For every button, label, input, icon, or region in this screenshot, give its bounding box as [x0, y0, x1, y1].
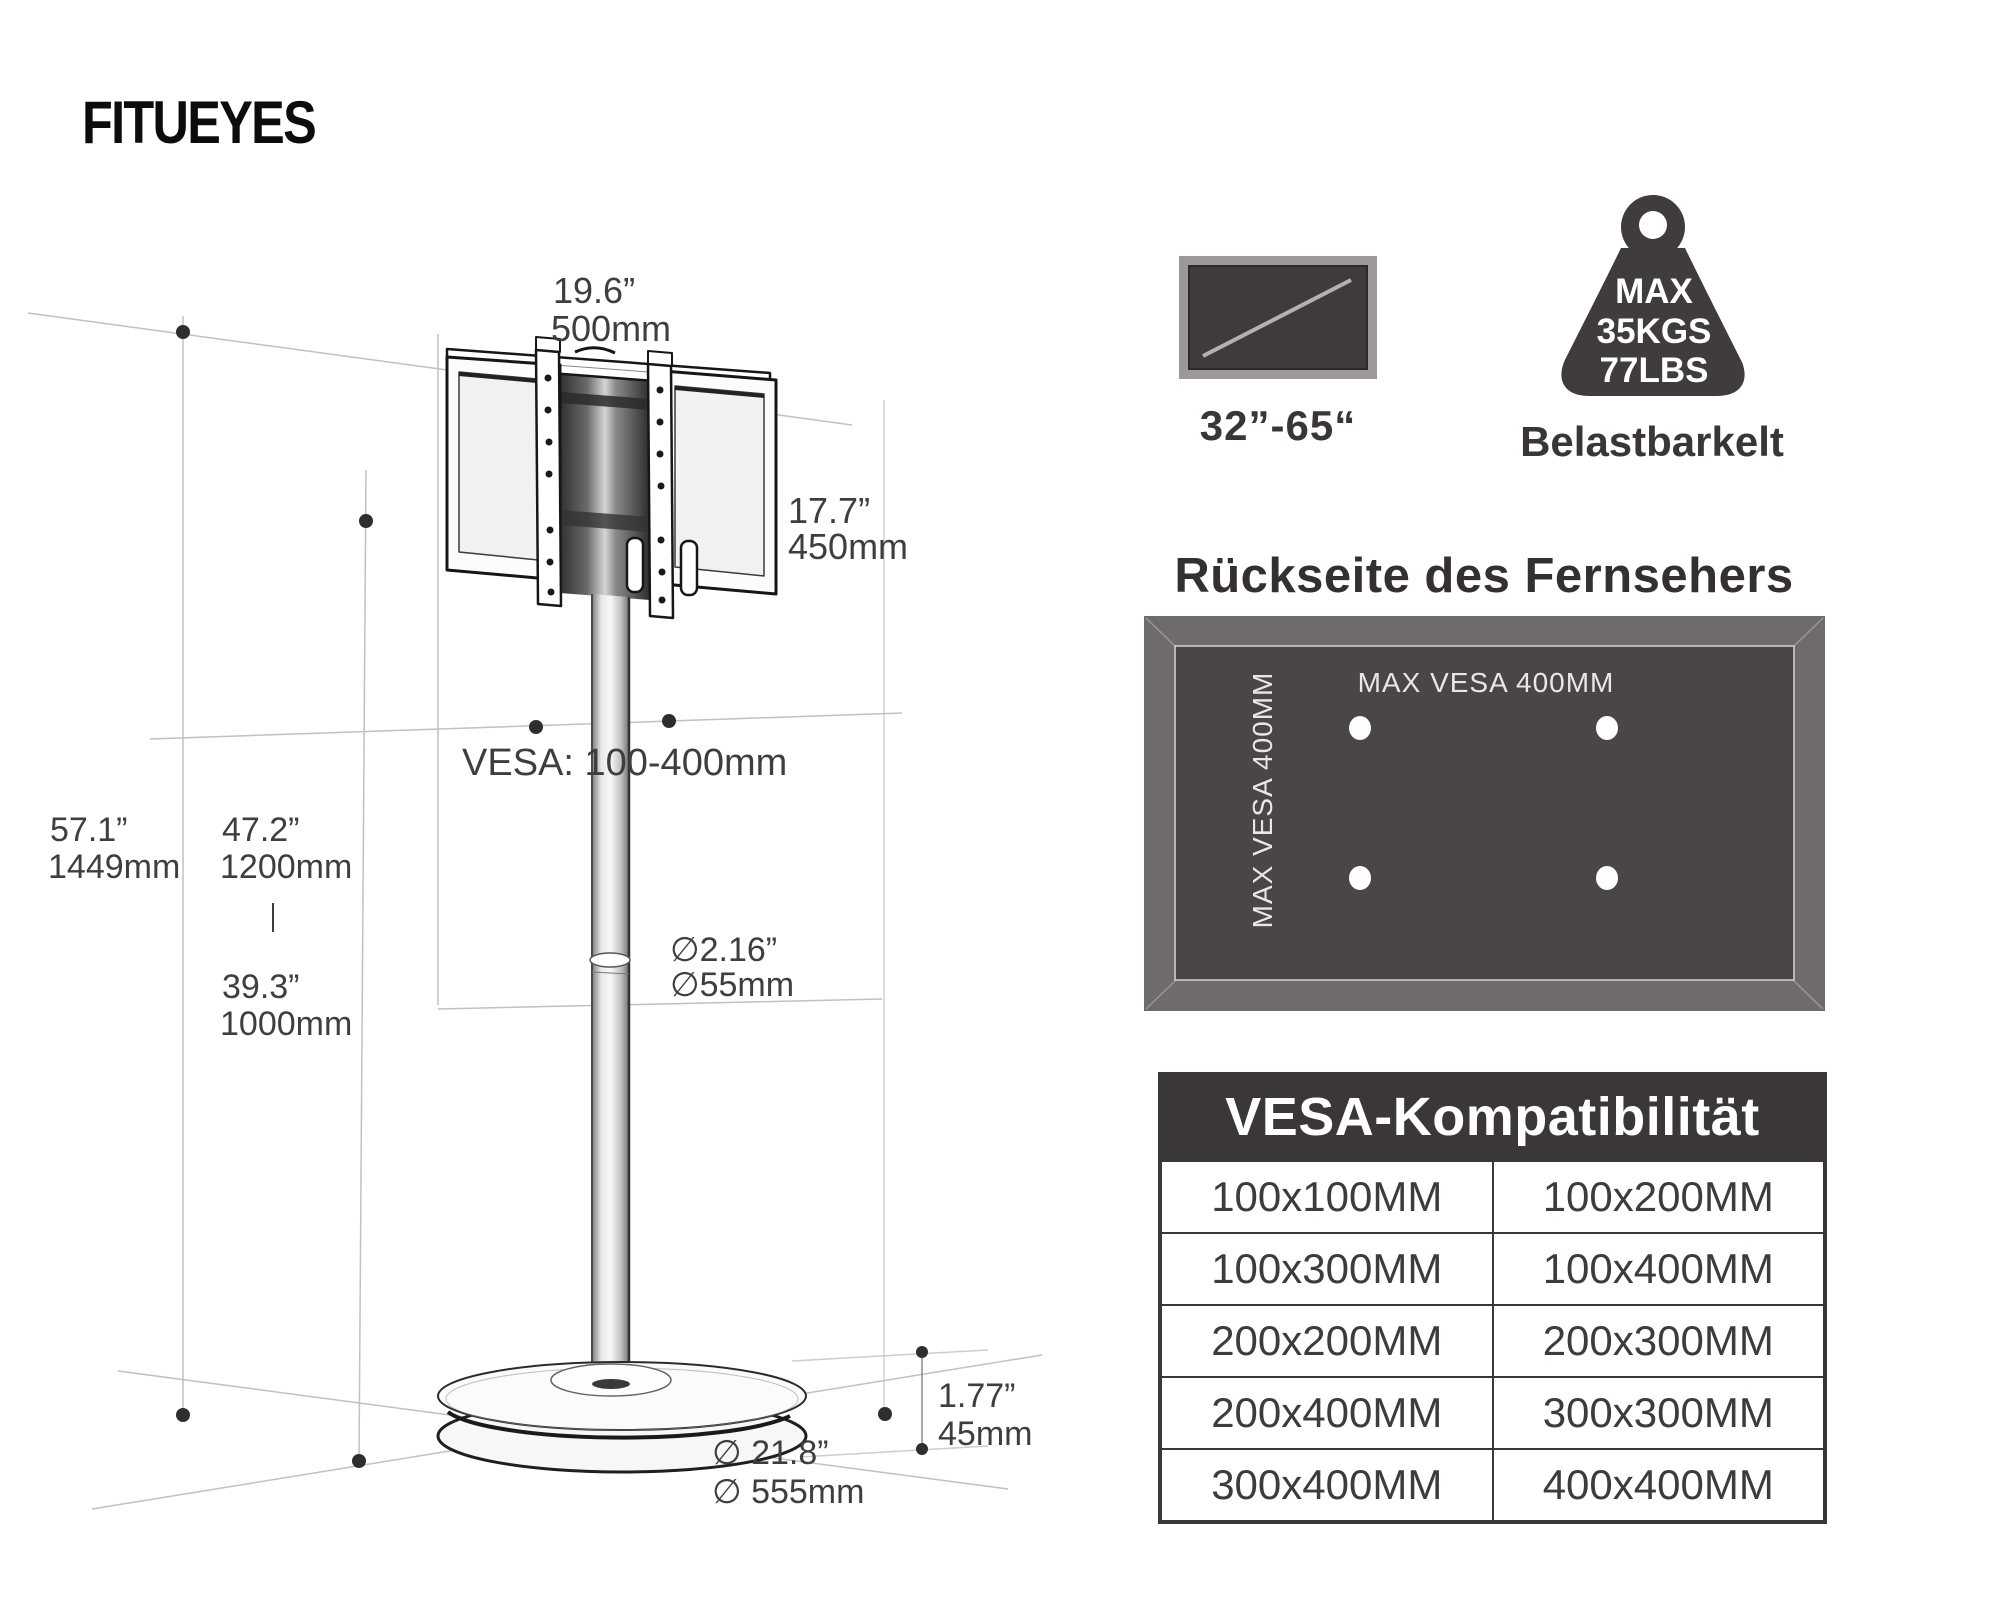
vesa-cell: 200x300MM: [1493, 1305, 1825, 1377]
table-row: [1161, 1449, 1824, 1521]
stand-pole-sketch: [590, 594, 630, 1386]
weight-capacity-label: Belastbarkelt: [1520, 418, 1784, 465]
tv-back-panel-graphic: [1144, 616, 1825, 1011]
label-base-thickness-in: 1.77”: [938, 1377, 1016, 1415]
label-min-in: 39.3”: [222, 968, 300, 1006]
vesa-table-title: VESA-Kompatibilität: [1160, 1074, 1825, 1160]
vesa-cell: 100x400MM: [1493, 1233, 1825, 1305]
vesa-cell: 100x300MM: [1161, 1233, 1493, 1305]
label-base-thickness-mm: 45mm: [938, 1415, 1033, 1453]
label-total-mm: 1449mm: [48, 848, 181, 886]
label-pole-diameter-mm: ∅55mm: [670, 966, 795, 1004]
back-panel-heading: Rückseite des Fernsehers: [1174, 549, 1794, 603]
vesa-cell: 200x400MM: [1161, 1377, 1493, 1449]
vesa-cell: 100x200MM: [1493, 1161, 1825, 1233]
label-total-in: 57.1”: [50, 811, 128, 849]
label-pole-diameter-in: ∅2.16”: [670, 931, 778, 969]
vesa-cell: 100x100MM: [1161, 1161, 1493, 1233]
tv-screen-size-icon: [1179, 256, 1377, 379]
label-height-in: 17.7”: [788, 490, 871, 531]
weight-kgs-text: 35KGS: [1596, 312, 1712, 351]
vesa-compatibility-table: [1158, 1072, 1827, 1524]
label-width-mm: 500mm: [551, 308, 672, 349]
table-row: [1161, 1305, 1824, 1377]
vesa-cell: 300x400MM: [1161, 1449, 1493, 1521]
label-base-diameter-mm: ∅ 555mm: [712, 1473, 865, 1511]
label-vesa-range: VESA: 100-400mm: [462, 742, 788, 784]
table-row: [1161, 1233, 1824, 1305]
label-max-in: 47.2”: [222, 811, 300, 849]
max-vesa-top-label: MAX VESA 400MM: [1357, 667, 1615, 698]
table-row: [1161, 1377, 1824, 1449]
label-max-mm: 1200mm: [220, 848, 353, 886]
max-vesa-side-label: MAX VESA 400MM: [1247, 671, 1278, 929]
weight-lbs-text: 77LBS: [1599, 351, 1709, 390]
brand-logo-part1: FITU: [82, 89, 188, 156]
vesa-table-body: [1160, 1160, 1825, 1522]
weight-max-text: MAX: [1615, 272, 1693, 311]
label-base-diameter-in: ∅ 21.8”: [712, 1434, 829, 1472]
label-min-mm: 1000mm: [220, 1005, 353, 1043]
tv-mount-bracket-sketch: [447, 337, 776, 618]
label-width-in: 19.6”: [553, 270, 636, 311]
table-row: [1161, 1161, 1824, 1233]
brand-logo-part2: EYES: [187, 89, 316, 156]
label-height-mm: 450mm: [788, 526, 909, 567]
vesa-cell: 200x200MM: [1161, 1305, 1493, 1377]
vesa-cell: 300x300MM: [1493, 1377, 1825, 1449]
vesa-cell: 400x400MM: [1493, 1449, 1825, 1521]
screen-size-label: 32”-65“: [1199, 402, 1357, 449]
max-weight-icon: [1553, 190, 1753, 402]
